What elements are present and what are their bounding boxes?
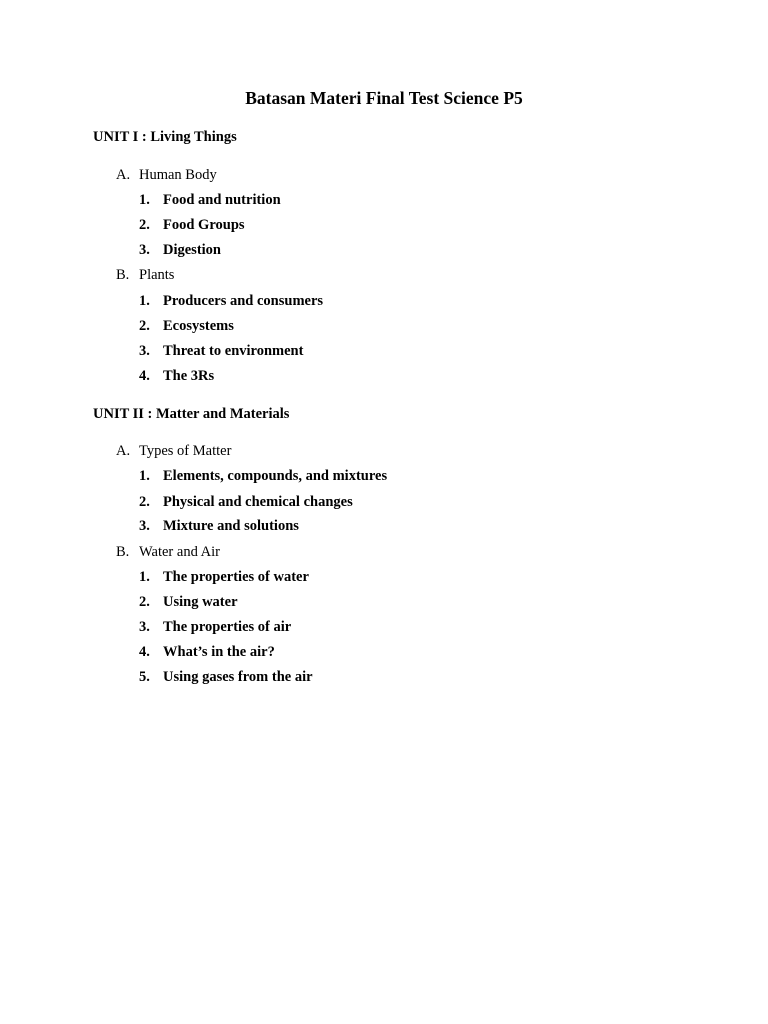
item-number: 2. [139,494,150,510]
unit-name: Living Things [150,129,237,145]
list-item [139,291,323,311]
section-letter: B. [116,267,130,283]
section-letter: A. [116,167,131,183]
item-text: The 3Rs [163,368,215,384]
item-text: The properties of water [163,569,309,585]
list-item [139,667,313,687]
item-text: What’s in the air? [163,644,275,660]
unit-separator: : [143,406,156,422]
unit-label: UNIT II [93,406,144,422]
item-text: Food Groups [163,217,245,233]
section-letter: A. [116,443,131,459]
item-text: Threat to environment [163,343,304,359]
list-item [139,642,275,662]
item-text: Elements, compounds, and mixtures [163,468,388,484]
list-item [139,567,309,587]
item-text: The properties of air [163,619,292,635]
list-item [139,341,303,361]
unit-heading-1 [93,127,237,147]
section-name: Plants [139,267,175,283]
item-number: 1. [139,293,150,309]
item-text: Using gases from the air [163,669,313,685]
item-number: 4. [139,644,150,660]
item-text: Ecosystems [163,318,234,334]
list-item [139,466,387,486]
page-title: Batasan Materi Final Test Science P5 [245,88,523,108]
item-text: Mixture and solutions [163,518,299,534]
section-plants [116,265,174,285]
item-number: 3. [139,619,150,635]
section-name: Types of Matter [139,443,232,459]
list-item [139,617,291,637]
item-text: Producers and consumers [163,293,324,309]
section-name: Water and Air [139,544,220,560]
item-number: 2. [139,318,150,334]
unit-separator: : [138,129,151,145]
item-number: 1. [139,468,150,484]
section-types-of-matter [116,441,231,461]
item-number: 5. [139,669,150,685]
item-number: 4. [139,368,150,384]
list-item [139,592,238,612]
item-text: Physical and chemical changes [163,494,353,510]
item-number: 3. [139,242,150,258]
unit-name: Matter and Materials [156,406,290,422]
item-text: Food and nutrition [163,192,281,208]
list-item [139,316,234,336]
unit-heading-2 [93,404,289,424]
item-number: 3. [139,518,150,534]
item-number: 2. [139,217,150,233]
item-text: Digestion [163,242,221,258]
item-number: 1. [139,569,150,585]
item-number: 2. [139,594,150,610]
list-item [139,366,214,386]
unit-label: UNIT I [93,129,139,145]
list-item [139,215,245,235]
list-item [139,516,299,536]
item-number: 3. [139,343,150,359]
section-water-and-air [116,542,220,562]
list-item [139,492,353,512]
section-human-body [116,165,217,185]
list-item [139,190,281,210]
list-item [139,240,221,260]
item-text: Using water [163,594,238,610]
section-name: Human Body [139,167,217,183]
item-number: 1. [139,192,150,208]
section-letter: B. [116,544,130,560]
